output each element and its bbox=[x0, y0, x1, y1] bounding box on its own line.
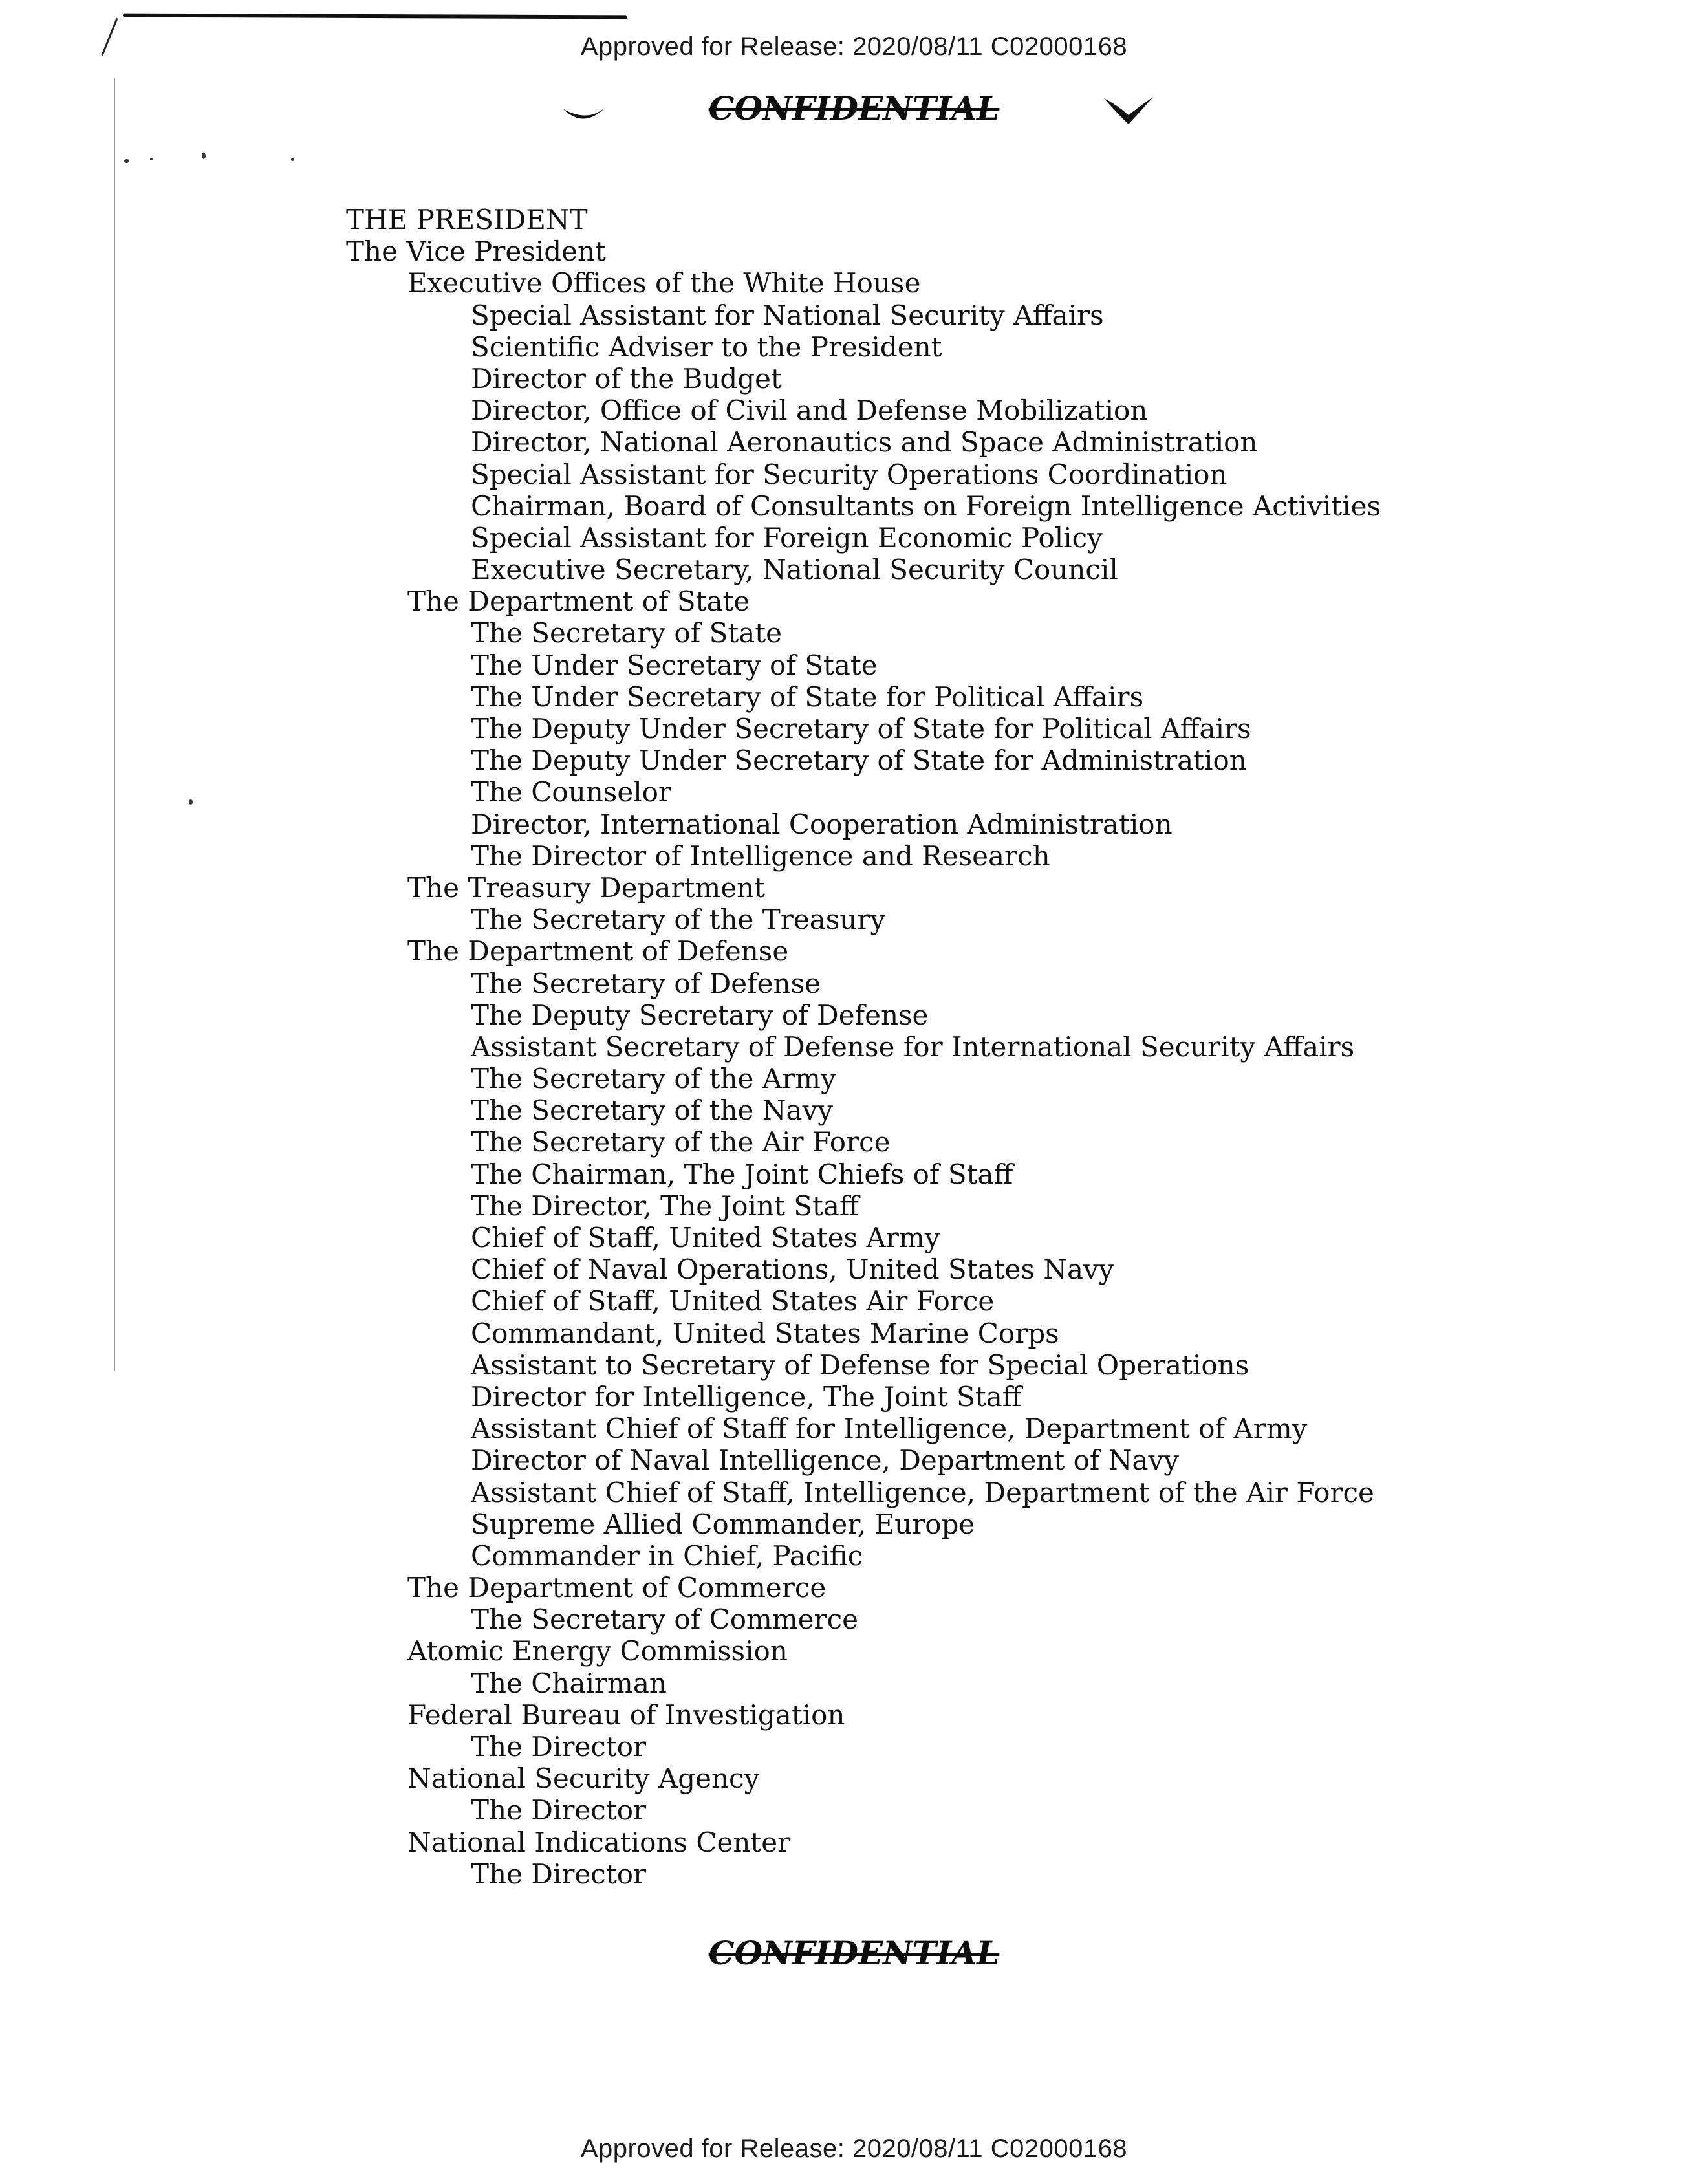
distribution-entry: The Chairman bbox=[471, 1667, 667, 1699]
distribution-entry: The Secretary of the Navy bbox=[471, 1094, 833, 1127]
distribution-entry: The Secretary of State bbox=[471, 617, 783, 649]
distribution-entry: National Security Agency bbox=[407, 1763, 760, 1795]
distribution-entry: Director, National Aeronautics and Space Administration bbox=[471, 426, 1258, 459]
distribution-entry: Scientific Adviser to the President bbox=[471, 331, 942, 363]
distribution-entry: Director of Naval Intelligence, Department of Navy bbox=[471, 1444, 1180, 1477]
distribution-entry: The Secretary of Commerce bbox=[471, 1603, 858, 1636]
distribution-entry: Director of the Budget bbox=[471, 362, 782, 395]
distribution-entry: National Indications Center bbox=[407, 1826, 791, 1858]
distribution-entry: The Director bbox=[471, 1858, 647, 1890]
distribution-entry: Commandant, United States Marine Corps bbox=[471, 1317, 1059, 1349]
scan-edge-line bbox=[123, 14, 627, 19]
distribution-entry: The Deputy Secretary of Defense bbox=[471, 999, 929, 1031]
distribution-entry: Special Assistant for National Security Affairs bbox=[471, 299, 1104, 331]
distribution-entry: The Deputy Under Secretary of State for Political Affairs bbox=[471, 713, 1251, 744]
distribution-entry: Director for Intelligence, The Joint Staff bbox=[471, 1380, 1022, 1413]
release-footer: Approved for Release: 2020/08/11 C02000168 bbox=[580, 2134, 1128, 2163]
scan-speck bbox=[291, 158, 294, 161]
distribution-entry: Atomic Energy Commission bbox=[407, 1635, 788, 1667]
distribution-entry: Assistant to Secretary of Defense for Special Operations bbox=[471, 1349, 1249, 1381]
distribution-entry: Chairman, Board of Consultants on Foreign Intelligence Activities bbox=[471, 490, 1381, 522]
distribution-entry: The Treasury Department bbox=[407, 871, 766, 904]
distribution-entry: THE PRESIDENT bbox=[346, 204, 588, 235]
distribution-entry: The Director bbox=[471, 1794, 647, 1827]
distribution-list bbox=[0, 204, 1708, 1890]
distribution-entry: The Chairman, The Joint Chiefs of Staff bbox=[471, 1158, 1013, 1190]
distribution-entry: Executive Secretary, National Security Council bbox=[471, 554, 1118, 586]
right-marking-icon bbox=[1103, 96, 1154, 128]
distribution-entry: Commander in Chief, Pacific bbox=[471, 1539, 863, 1572]
distribution-entry: Chief of Staff, United States Air Force bbox=[471, 1285, 995, 1318]
distribution-entry: Special Assistant for Security Operations Coordination bbox=[471, 458, 1227, 490]
distribution-entry: Assistant Secretary of Defense for International Security Affairs bbox=[471, 1030, 1355, 1063]
classification-top: CONFIDENTIAL bbox=[708, 89, 1000, 127]
distribution-entry: Assistant Chief of Staff for Intelligence, Department of Army bbox=[471, 1413, 1308, 1445]
distribution-entry: The Secretary of the Army bbox=[471, 1063, 836, 1095]
scan-speck bbox=[124, 159, 129, 163]
distribution-entry: The Director of Intelligence and Research bbox=[471, 840, 1050, 872]
distribution-entry: The Director bbox=[471, 1731, 647, 1763]
distribution-entry: Chief of Naval Operations, United States Navy bbox=[471, 1253, 1114, 1286]
distribution-entry: Director, International Cooperation Administration bbox=[471, 808, 1173, 840]
distribution-entry: The Under Secretary of State bbox=[471, 649, 878, 681]
distribution-entry: Assistant Chief of Staff, Intelligence, Department of the Air Force bbox=[471, 1476, 1374, 1508]
distribution-entry: Director, Office of Civil and Defense Mobilization bbox=[471, 395, 1148, 427]
scan-speck bbox=[150, 158, 153, 160]
distribution-entry: The Department of State bbox=[407, 585, 750, 618]
distribution-entry: Federal Bureau of Investigation bbox=[407, 1698, 845, 1731]
release-header: Approved for Release: 2020/08/11 C02000168 bbox=[580, 32, 1128, 61]
distribution-entry: The Department of Defense bbox=[407, 935, 789, 968]
distribution-entry: The Department of Commerce bbox=[407, 1572, 827, 1604]
distribution-entry: Executive Offices of the White House bbox=[407, 267, 921, 299]
scan-speck bbox=[202, 153, 206, 159]
classification-bottom: CONFIDENTIAL bbox=[708, 1934, 1000, 1972]
distribution-entry: The Secretary of Defense bbox=[471, 967, 821, 999]
distribution-entry: The Secretary of the Treasury bbox=[471, 904, 886, 936]
distribution-entry: The Deputy Under Secretary of State for Administration bbox=[471, 744, 1247, 777]
distribution-entry: The Secretary of the Air Force bbox=[471, 1126, 891, 1158]
distribution-entry: Supreme Allied Commander, Europe bbox=[471, 1508, 975, 1540]
distribution-entry: Chief of Staff, United States Army bbox=[471, 1222, 940, 1253]
distribution-entry: The Director, The Joint Staff bbox=[471, 1189, 859, 1222]
distribution-entry: The Under Secretary of State for Political Affairs bbox=[471, 680, 1144, 713]
distribution-entry: Special Assistant for Foreign Economic Policy bbox=[471, 521, 1103, 554]
distribution-entry: The Counselor bbox=[471, 776, 671, 808]
distribution-entry: The Vice President bbox=[346, 235, 606, 268]
